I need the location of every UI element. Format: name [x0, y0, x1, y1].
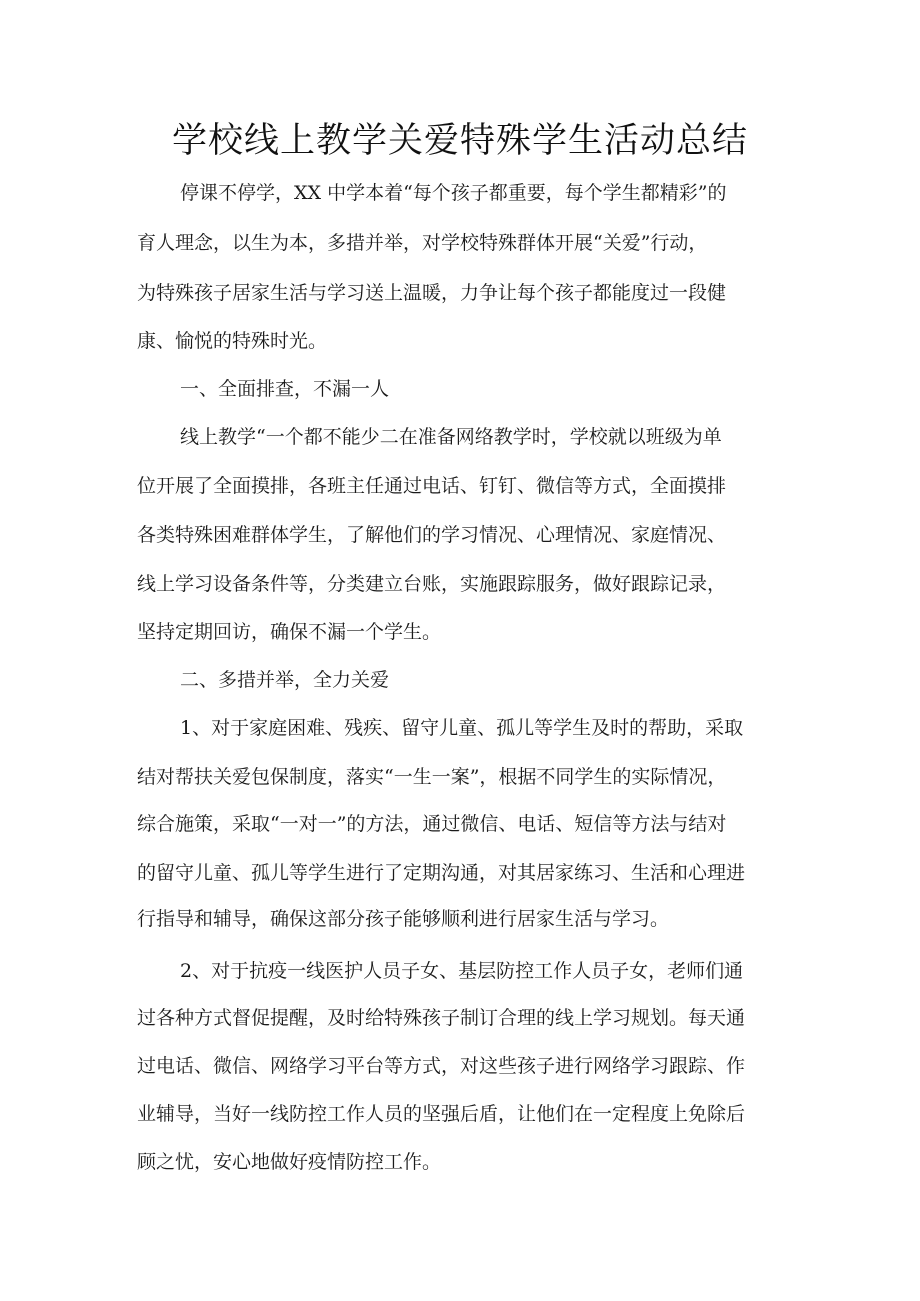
paragraph-line: 为特殊孩子居家生活与学习送上温暖，力争让每个孩子都能度过一段健: [137, 282, 727, 304]
paragraph-line: 过各种方式督促提醒，及时给特殊孩子制订合理的线上学习规划。每天通: [137, 1007, 746, 1029]
paragraph-line: 过电话、微信、网络学习平台等方式，对这些孩子进行网络学习跟踪、作: [137, 1055, 746, 1077]
paragraph-line: 1、对于家庭困难、残疾、留守儿童、孤儿等学生及时的帮助，采取: [180, 717, 744, 739]
paragraph-line: 的留守儿童、孤儿等学生进行了定期沟通，对其居家练习、生活和心理进: [137, 862, 746, 884]
paragraph-line: 育人理念，以生为本，多措并举，对学校特殊群体开展“关爱”行动，: [137, 232, 708, 254]
paragraph-line: 业辅导，当好一线防控工作人员的坚强后盾，让他们在一定程度上免除后: [137, 1103, 746, 1125]
paragraph-line: 位开展了全面摸排，各班主任通过电话、钉钉、微信等方式，全面摸排: [137, 475, 727, 497]
paragraph-line: 综合施策，采取“一对一”的方法，通过微信、电话、短信等方法与结对: [137, 813, 727, 835]
paragraph-line: 各类特殊困难群体学生，了解他们的学习情况、心理情况、家庭情况、: [137, 524, 727, 546]
document-title: 学校线上教学关爱特殊学生活动总结: [171, 121, 748, 161]
paragraph-line: 坚持定期回访，确保不漏一个学生。: [137, 621, 442, 643]
paragraph-line: 2、对于抗疫一线医护人员子女、基层防控工作人员子女，老师们通: [180, 960, 744, 982]
paragraph-line: 康、愉悦的特殊时光。: [137, 330, 328, 352]
paragraph-line: 结对帮扶关爱包保制度，落实“一生一案”，根据不同学生的实际情况，: [137, 766, 727, 788]
paragraph-line: 线上教学“一个都不能少二在准备网络教学时，学校就以班级为单: [180, 426, 722, 448]
section-heading: 一、全面排查，不漏一人: [180, 378, 390, 400]
paragraph-line: 停课不停学，XX 中学本着“每个孩子都重要，每个学生都精彩”的: [180, 182, 727, 204]
paragraph-line: 行指导和辅导，确保这部分孩子能够顺利进行居家生活与学习。: [137, 908, 670, 930]
paragraph-line: 顾之忧，安心地做好疫情防控工作。: [137, 1151, 442, 1173]
paragraph-line: 线上学习设备条件等，分类建立台账，实施跟踪服务，做好跟踪记录，: [137, 573, 727, 595]
section-heading: 二、多措并举，全力关爱: [180, 669, 390, 691]
